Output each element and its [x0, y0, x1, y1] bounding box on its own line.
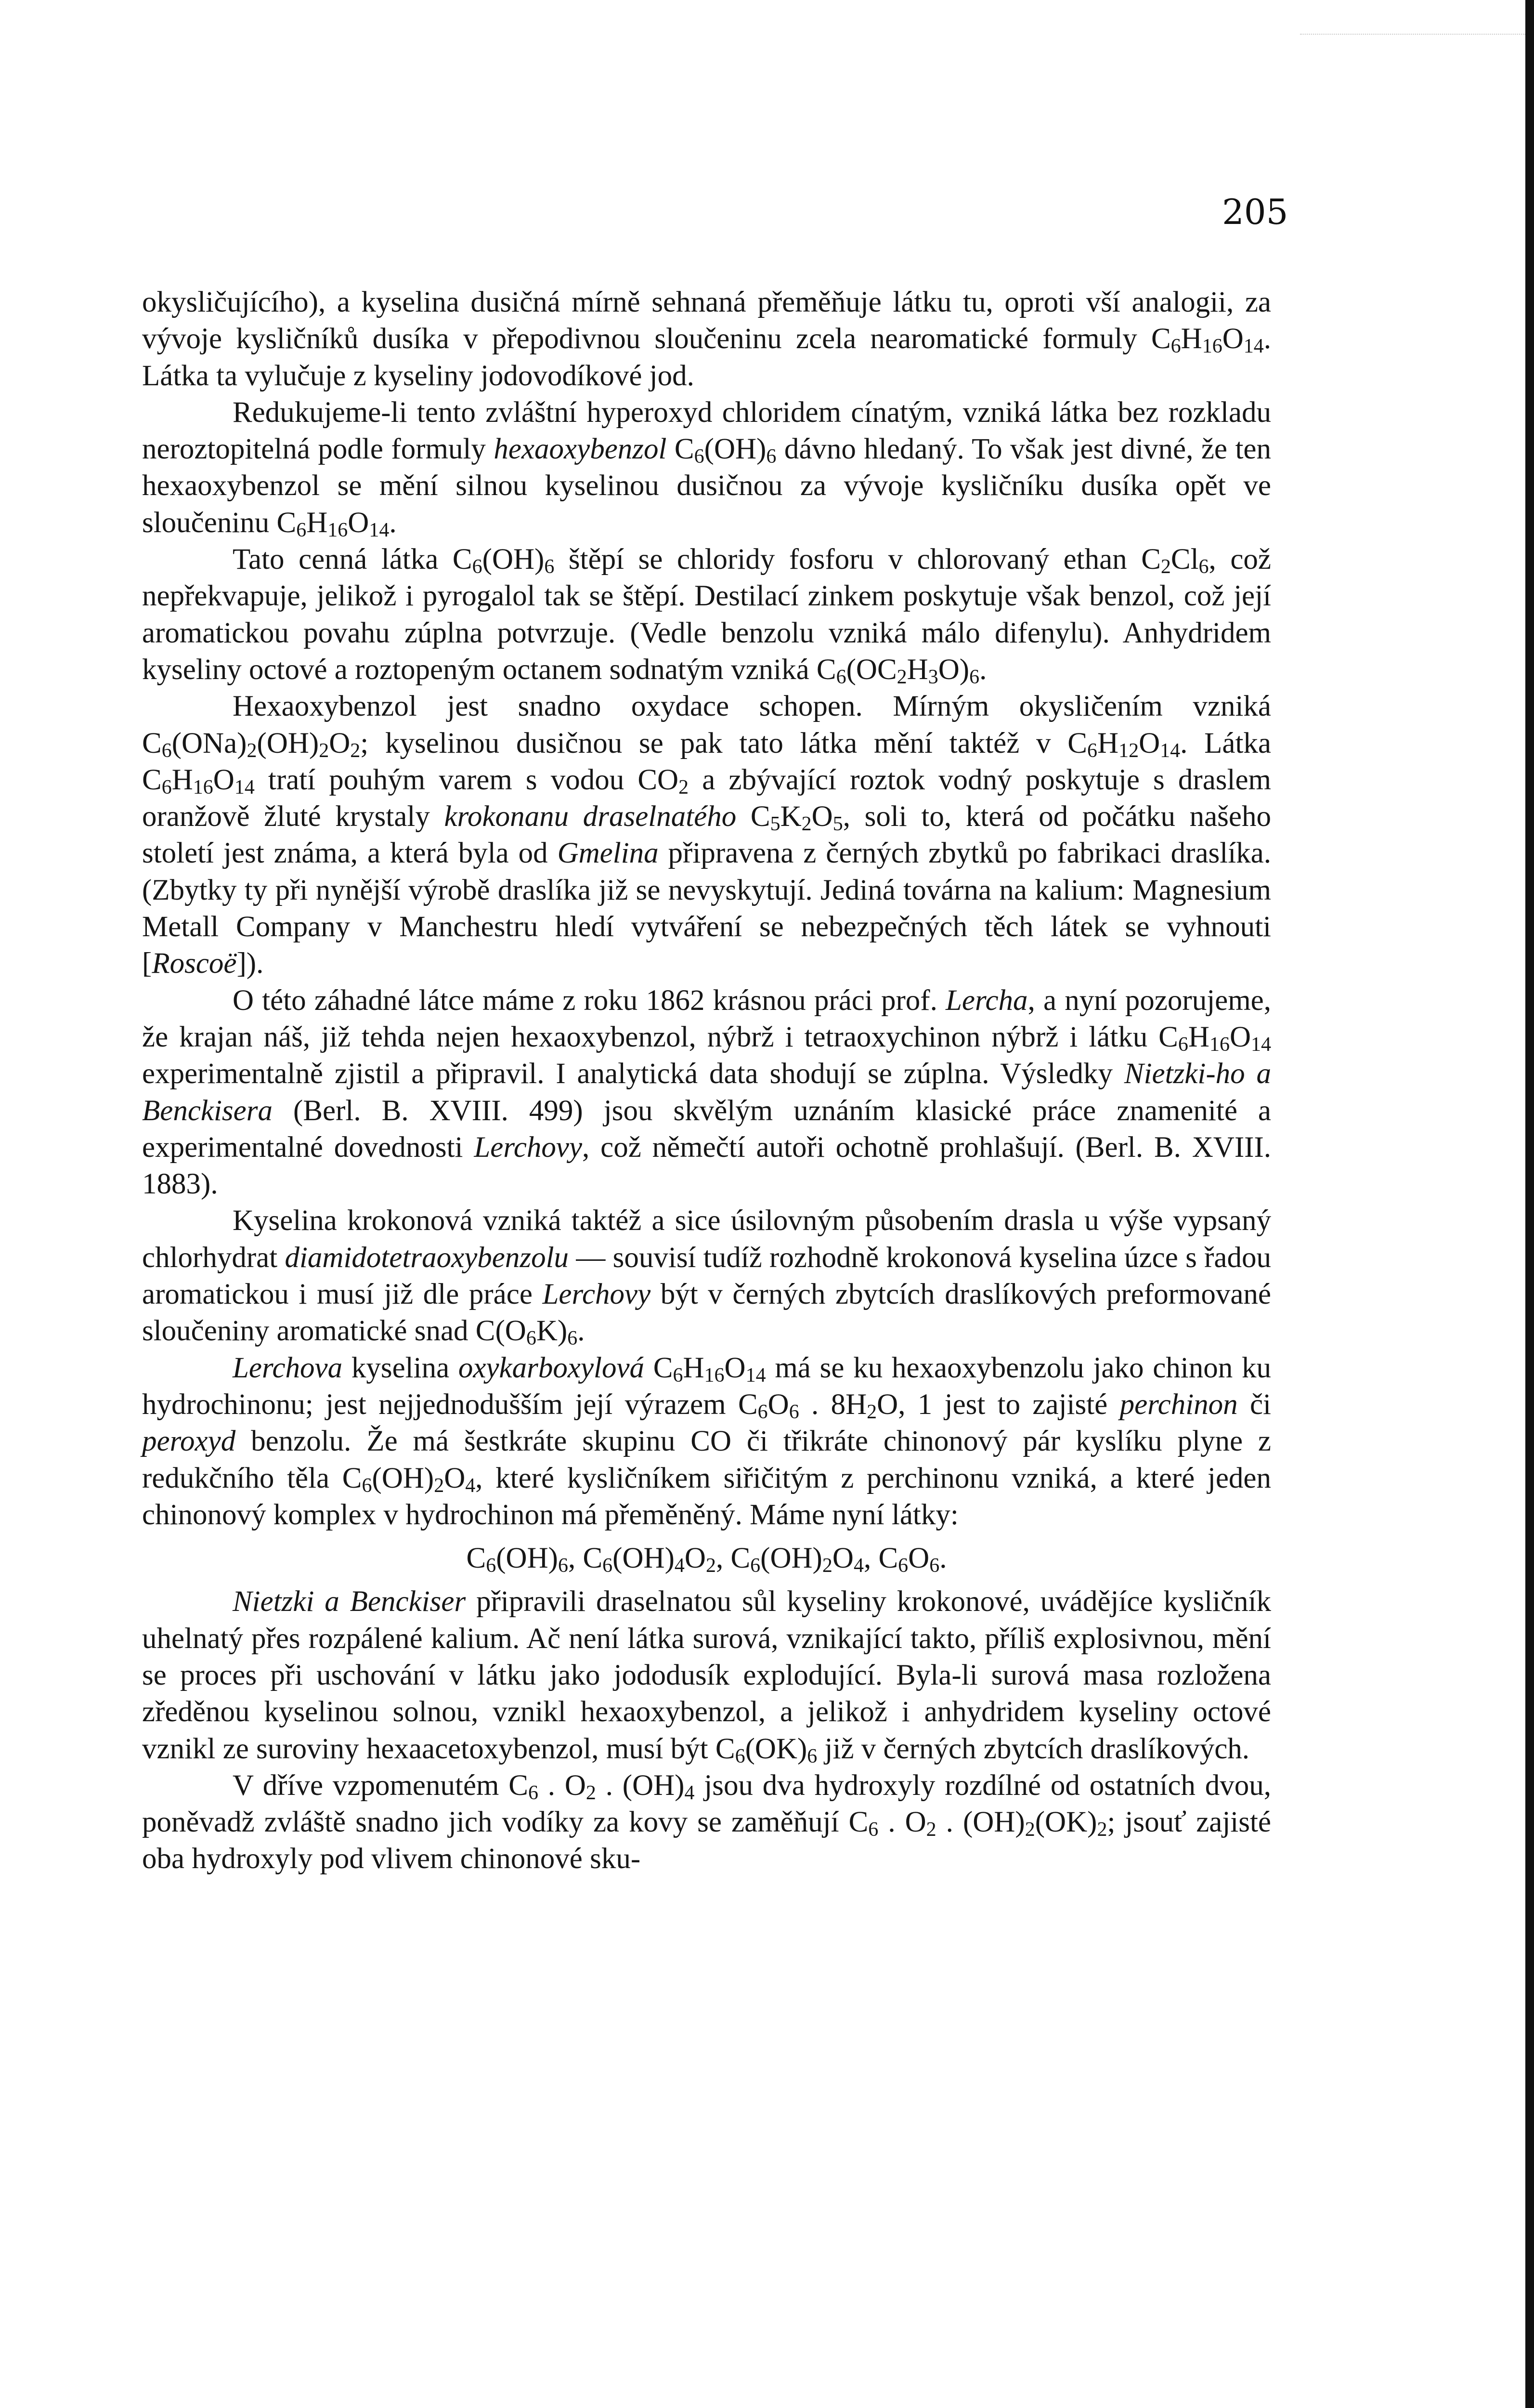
- text-run: H: [907, 653, 928, 686]
- text-run: Hexaoxybenzol jest snadno oxydace schopen. Mírným okysličením vzniká C: [142, 690, 1271, 759]
- formula-subscript: 6: [766, 445, 777, 468]
- italic-text: oxykarboxylová: [458, 1351, 645, 1384]
- formula-line: [142, 1533, 1271, 1584]
- formula-subscript: 6: [528, 1782, 538, 1805]
- text-run: (OH): [482, 543, 545, 576]
- text-run: být v černých zbytcích draslíkových preformované sloučeniny aromatické snad C(O: [142, 1278, 1271, 1348]
- formula-subscript: 6: [694, 445, 704, 468]
- formula-subscript: 5: [832, 813, 843, 836]
- formula-subscript: 6: [1198, 556, 1209, 578]
- formula-subscript: 12: [1118, 739, 1139, 762]
- page-number: 205: [1222, 192, 1288, 232]
- italic-text: perchinon: [1119, 1388, 1238, 1421]
- formula-subscript: 6: [969, 666, 980, 689]
- italic-text: hexaoxybenzol: [494, 433, 667, 466]
- formula-subscript: 14: [369, 519, 390, 542]
- text-run: . O: [538, 1769, 586, 1802]
- text-run: O: [811, 800, 833, 833]
- italic-text: Gmelina: [557, 837, 659, 870]
- text-run: H: [1188, 1021, 1209, 1053]
- text-run: , C: [715, 1542, 751, 1575]
- italic-text: Nietzki a Benckiser: [233, 1585, 466, 1618]
- formula-subscript: 6: [544, 556, 555, 578]
- text-run: O: [767, 1388, 789, 1421]
- paragraph: [142, 1767, 1271, 1878]
- formula-subscript: 6: [472, 556, 482, 578]
- formula-subscript: 16: [193, 776, 213, 799]
- text-run: .: [979, 653, 987, 686]
- italic-text: Lercha: [946, 984, 1028, 1017]
- italic-text: Lerchovy: [474, 1131, 583, 1164]
- italic-text: diamidotetraoxybenzolu: [285, 1241, 569, 1274]
- formula-subscript: 2: [926, 1819, 936, 1841]
- text-run: . Látka C: [142, 727, 1271, 796]
- text-run: experimentalně zjistil a připravil. I analytická data shodují se zúplna. Výsledky: [142, 1058, 1124, 1090]
- formula-subscript: 2: [319, 739, 329, 762]
- text-run: a zbývající roztok vodný poskytuje s draslem oranžově žluté krystaly: [142, 763, 1271, 833]
- formula-subscript: 6: [868, 1819, 879, 1841]
- formula-subscript: 6: [161, 739, 172, 762]
- formula-subscript: 2: [822, 1555, 832, 1577]
- paragraph: [142, 541, 1271, 688]
- paragraph: [142, 982, 1271, 1203]
- text-run: C: [644, 1351, 673, 1384]
- formula-subscript: 4: [465, 1474, 476, 1497]
- text-run: K: [780, 800, 802, 833]
- formula-subscript: 2: [434, 1474, 444, 1497]
- formula-subscript: 6: [735, 1745, 745, 1767]
- formula-subscript: 14: [1251, 1034, 1271, 1056]
- text-run: O, 1 jest to zajisté: [877, 1388, 1120, 1421]
- text-run: O: [1222, 323, 1244, 355]
- text-run: , což nepřekvapuje, jelikož i pyrogalol tak se štěpí. Destilací zinkem poskytuje však benzol, což její aromatickou povahu zúplna potvrzuje. (Vedle benzolu vzniká málo difenylu). Anhydridem kyseliny octové a roztopeným octanem sodnatým vzniká C: [142, 543, 1271, 686]
- formula-subscript: 16: [704, 1364, 725, 1387]
- text-run: kyselina: [342, 1351, 458, 1384]
- text-run: , což němečtí autoři ochotně prohlašují. (Berl. B. XVIII. 1883).: [142, 1131, 1272, 1201]
- formula-subscript: 4: [684, 1782, 695, 1805]
- formula-subscript: 2: [1025, 1819, 1035, 1841]
- scan-top-edge: [1300, 0, 1525, 35]
- text-run: benzolu. Že má šestkráte skupinu CO či třikráte chinonový pár kyslíku plyne z redukčního těla C: [142, 1425, 1271, 1494]
- text-run: O: [329, 727, 351, 759]
- text-run: Kyselina krokonová vzniká taktéž a sice úsilovným působením drasla u výše vypsaný chlorhydrat: [142, 1204, 1271, 1274]
- formula-subscript: 6: [161, 776, 172, 799]
- paragraph: [142, 1584, 1271, 1767]
- text-run: O): [938, 653, 970, 686]
- formula-subscript: 6: [567, 1327, 578, 1350]
- formula-subscript: 2: [678, 776, 689, 799]
- formula-subscript: 4: [674, 1555, 685, 1577]
- formula-subscript: 6: [1087, 739, 1097, 762]
- italic-text: Lerchova: [233, 1351, 343, 1384]
- formula-subscript: 14: [1160, 739, 1181, 762]
- text-run: O: [724, 1351, 746, 1384]
- text-run: okysličujícího), a kyselina dusičná mírně sehnaná přeměňuje látku tu, oproti vší analogii, za vývoje kysličníků dusíka v přepodivnou sloučeninu zcela nearomatické formuly C: [142, 286, 1271, 355]
- formula-subscript: 2: [247, 739, 257, 762]
- text-run: .: [577, 1315, 585, 1348]
- formula-subscript: 2: [1160, 556, 1171, 578]
- formula-subscript: 6: [362, 1474, 372, 1497]
- text-run: dávno hledaný. To však jest divné, že ten hexaoxybenzol se mění silnou kyselinou dusičnou za vývoje kysličníku dusíka opět ve sloučeninu C: [142, 433, 1271, 539]
- text-run: . 8H: [799, 1388, 867, 1421]
- formula-subscript: 6: [673, 1364, 683, 1387]
- formula-subscript: 6: [757, 1401, 768, 1424]
- text-run: Tato cenná látka C: [233, 543, 472, 576]
- formula-subscript: 2: [705, 1555, 716, 1577]
- text-run: O této záhadné látce máme z roku 1862 krásnou práci prof.: [233, 984, 946, 1017]
- scan-right-edge: [1525, 0, 1534, 2408]
- formula-subscript: 2: [867, 1401, 877, 1424]
- text-run: štěpí se chloridy fosforu v chlorovaný ethan C: [554, 543, 1161, 576]
- italic-text: peroxyd: [142, 1425, 236, 1458]
- italic-text: krokonanu draselnatého: [444, 800, 737, 833]
- text-run: (OH): [257, 727, 319, 759]
- text-run: C: [466, 1542, 486, 1575]
- italic-text: Lerchovy: [542, 1278, 651, 1311]
- formula-subscript: 6: [807, 1745, 818, 1767]
- text-run: tratí pouhým varem s vodou CO: [254, 763, 679, 796]
- text-run: (OC: [846, 653, 897, 686]
- formula-subscript: 16: [1209, 1034, 1230, 1056]
- text-run: .: [389, 506, 397, 539]
- text-run: O: [908, 1542, 930, 1575]
- text-run: , C: [863, 1542, 898, 1575]
- formula-subscript: 6: [929, 1555, 940, 1577]
- text-run: H: [306, 506, 328, 539]
- text-run: jsou dva hydroxyly rozdílné od ostatních dvou, poněvadž zvláště snadno jich vodíky za kovy se zaměňují C: [142, 1769, 1271, 1839]
- text-run: (OK): [745, 1732, 807, 1765]
- text-run: již v černých zbytcích draslíkových.: [817, 1732, 1250, 1765]
- text-run: má se ku hexaoxybenzolu jako chinon ku hydrochinonu; jest nejjednodušším její výrazem C: [142, 1351, 1271, 1421]
- text-run: (OH): [496, 1542, 558, 1575]
- text-run: , C: [568, 1542, 603, 1575]
- text-run: ; jsouť zajisté oba hydroxyly pod vlivem chinonové sku-: [142, 1806, 1271, 1875]
- text-run: ; kyselinou dusičnou se pak tato látka mění taktéž v C: [360, 727, 1087, 759]
- formula-subscript: 16: [1202, 335, 1222, 358]
- text-run: připravena z černých zbytků po fabrikaci draslíka. (Zbytky ty při nynější výrobě draslíka již se nevyskytují. Jediná továrna na kalium: Magnesium Metall Company v Manchestru hledí vytváření se nebezpečných těch látek se vyhnouti [: [142, 837, 1272, 980]
- formula-subscript: 6: [602, 1555, 613, 1577]
- text-run: H: [1181, 323, 1202, 355]
- paragraph: [142, 394, 1271, 541]
- formula-subscript: 16: [327, 519, 348, 542]
- text-run: K): [536, 1315, 568, 1348]
- text-run: O: [1139, 727, 1160, 759]
- text-run: O: [832, 1542, 854, 1575]
- text-run: Cl: [1170, 543, 1199, 576]
- paragraph: [142, 688, 1271, 982]
- text-run: . (OH): [596, 1769, 685, 1802]
- formula-subscript: 6: [898, 1555, 909, 1577]
- formula-subscript: 14: [1243, 335, 1264, 358]
- italic-text: Nietzki-ho a Benckisera: [142, 1058, 1271, 1127]
- text-run: .: [939, 1542, 947, 1575]
- text-run: . O: [878, 1806, 926, 1839]
- formula-subscript: 2: [897, 666, 907, 689]
- formula-subscript: 6: [1178, 1034, 1188, 1056]
- text-run: H: [171, 763, 193, 796]
- formula-subscript: 6: [1170, 335, 1181, 358]
- text-run: O: [1229, 1021, 1251, 1053]
- text-run: , a nyní pozorujeme, že krajan náš, již tehda nejen hexaoxybenzol, nýbrž i tetraoxychinon nýbrž i látku C: [142, 984, 1271, 1053]
- formula-subscript: 3: [928, 666, 938, 689]
- text-run: V dříve vzpomenutém C: [233, 1769, 528, 1802]
- formula-subscript: 2: [350, 739, 361, 762]
- italic-text: Roscoë: [152, 947, 237, 980]
- text-run: O: [348, 506, 369, 539]
- text-run: (OH): [704, 433, 767, 466]
- text-run: O: [213, 763, 234, 796]
- formula-subscript: 6: [789, 1401, 799, 1424]
- text-run: . (OH): [936, 1806, 1025, 1839]
- formula-subscript: 2: [1097, 1819, 1107, 1841]
- formula-subscript: 6: [750, 1555, 761, 1577]
- formula-subscript: 2: [585, 1782, 596, 1805]
- text-run: (Berl. B. XVIII. 499) jsou skvělým uznáním klasické práce znamenité a experimentalné dovednosti: [142, 1094, 1271, 1164]
- text-run: (OH): [372, 1462, 434, 1494]
- text-run: či: [1237, 1388, 1272, 1421]
- text-run: (OH): [760, 1542, 822, 1575]
- paragraph: [142, 1350, 1271, 1533]
- text-run: H: [1097, 727, 1119, 759]
- formula-subscript: 4: [853, 1555, 864, 1577]
- formula-subscript: 5: [770, 813, 780, 836]
- formula-subscript: 6: [836, 666, 846, 689]
- paragraph: [142, 1203, 1271, 1349]
- text-run: H: [683, 1351, 704, 1384]
- formula-subscript: 14: [234, 776, 255, 799]
- text-run: — souvisí tudíž rozhodně krokonová kyselina úzce s řadou aromatickou i musí již dle práce: [142, 1241, 1271, 1311]
- formula-subscript: 6: [296, 519, 307, 542]
- formula-subscript: 2: [801, 813, 812, 836]
- formula-subscript: 6: [486, 1555, 496, 1577]
- formula-subscript: 6: [558, 1555, 568, 1577]
- text-run: Redukujeme-li tento zvláštní hyperoxyd chloridem cínatým, vzniká látka bez rozkladu neroztopitelná podle formuly: [142, 396, 1271, 466]
- text-run: . Látka ta vylučuje z kyseliny jodovodíkové jod.: [142, 323, 1271, 392]
- formula-subscript: 14: [745, 1364, 766, 1387]
- text-run: ]).: [236, 947, 264, 980]
- text-run: C: [666, 433, 694, 466]
- text-run: O: [684, 1542, 706, 1575]
- text-run: (OK): [1035, 1806, 1097, 1839]
- text-run: připravili draselnatou sůl kyseliny krokonové, uvádějíce kysličník uhelnatý přes rozpálené kalium. Ač není látka surová, vznikající takto, příliš explosivnou, mění se proces při uschování v látku jako jododusík explodující. Byla-li surová masa rozložena zředěnou kyselinou solnou, vznikl hexaoxybenzol, a jelikož i anhydridem kyseliny octové vznikl ze suroviny hexaacetoxybenzol, musí být C: [142, 1585, 1271, 1765]
- text-run: C: [736, 800, 770, 833]
- text-run: , soli to, která od počátku našeho století jest známa, a která byla od: [142, 800, 1271, 870]
- body-text: [142, 284, 1271, 1878]
- paragraph: [142, 284, 1271, 394]
- formula-subscript: 6: [526, 1327, 536, 1350]
- text-run: O: [444, 1462, 466, 1494]
- text-run: (ONa): [171, 727, 247, 759]
- text-run: (OH): [612, 1542, 675, 1575]
- text-run: , které kysličníkem siřičitým z perchinonu vzniká, a které jeden chinonový komplex v hydrochinon má přeměněný. Máme nyní látky:: [142, 1462, 1271, 1531]
